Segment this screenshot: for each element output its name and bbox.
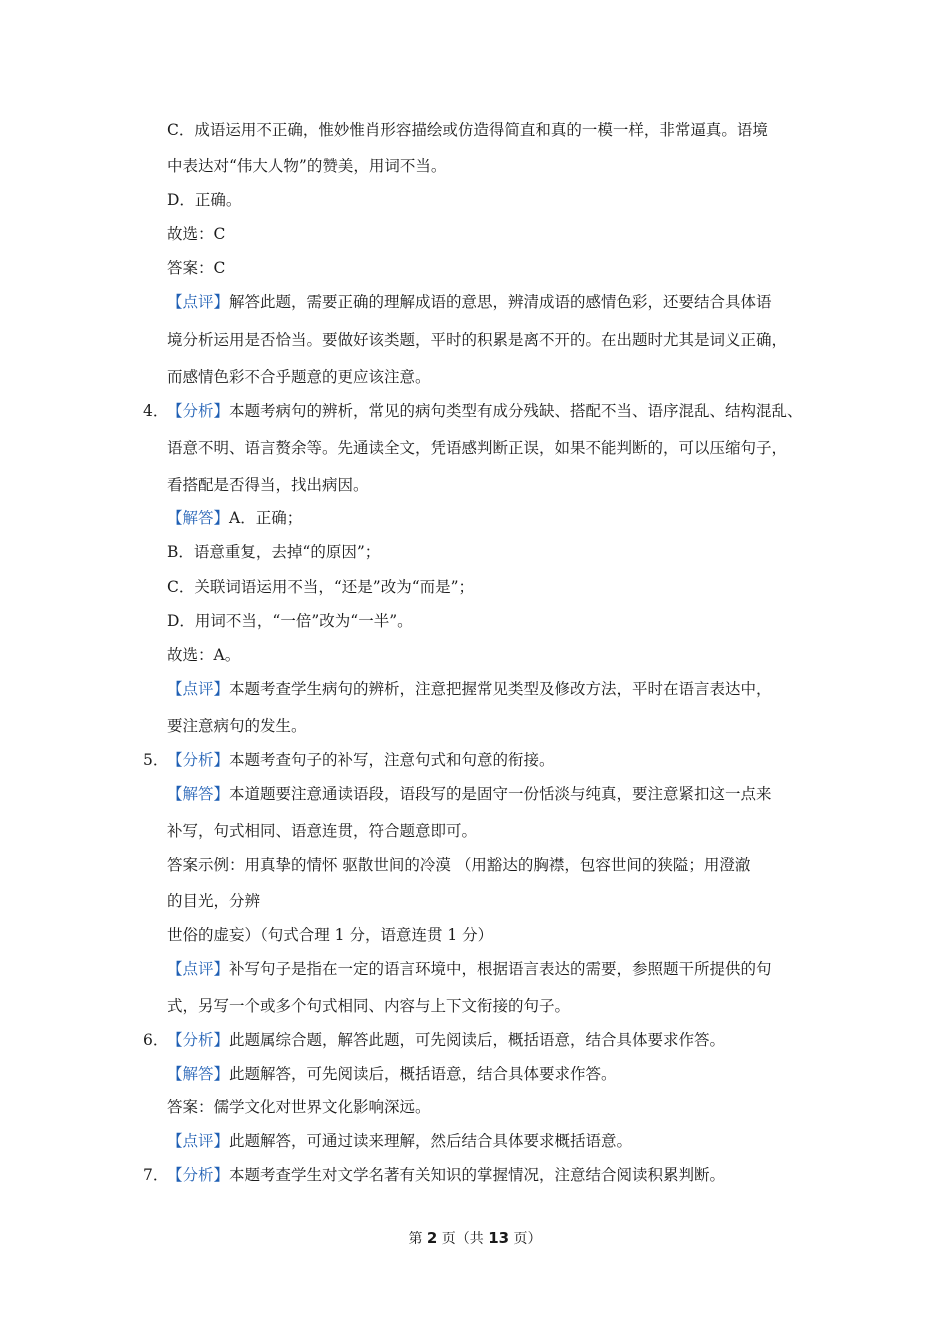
question-number: 6． — [143, 1031, 169, 1049]
text-line — [167, 542, 818, 562]
line-text: 世俗的虚妄）（句式合理 1 分，语意连贯 1 分） — [167, 926, 494, 944]
text-line — [167, 475, 818, 495]
text-line — [143, 1165, 818, 1185]
text-line — [167, 645, 818, 665]
text-line — [167, 784, 818, 804]
line-text: 而感情色彩不合乎题意的更应该注意。 — [167, 368, 431, 386]
line-text: 要注意病句的发生。 — [167, 717, 307, 735]
footer-middle: 页（共 — [437, 1231, 489, 1247]
text-line — [167, 1131, 818, 1151]
line-text: 本题考查学生对文学名著有关知识的掌握情况，注意结合阅读积累判断。 — [229, 1166, 726, 1184]
text-line — [167, 891, 818, 911]
text-line — [167, 925, 818, 945]
section-tag: 【分析】 — [167, 1031, 230, 1049]
text-line — [167, 508, 818, 528]
line-text: 解答此题，需要正确的理解成语的意思，辨清成语的感情色彩，还要结合具体语 — [229, 293, 772, 311]
line-text: 的目光，分辨 — [167, 892, 261, 910]
section-tag: 【点评】 — [167, 680, 230, 698]
line-text: C．关联词语运用不当，“还是”改为“而是”； — [167, 578, 475, 596]
text-line — [143, 750, 818, 770]
text-line — [167, 611, 818, 631]
line-text: 补写，句式相同、语意连贯，符合题意即可。 — [167, 822, 478, 840]
text-line — [143, 401, 818, 421]
text-line — [167, 821, 818, 841]
text-line — [167, 679, 818, 699]
line-text: D．正确。 — [167, 191, 242, 209]
line-text: 本题考病句的辨析，常见的病句类型有成分残缺、搭配不当、语序混乱、结构混乱、 — [229, 402, 803, 420]
question-number: 5． — [143, 751, 169, 769]
current-page-number: 2 — [426, 1229, 438, 1247]
line-text: 此题解答，可通过读来理解，然后结合具体要求概括语意。 — [229, 1132, 633, 1150]
line-text: 式，另写一个或多个句式相同、内容与上下文衔接的句子。 — [167, 997, 571, 1015]
text-line — [167, 577, 818, 597]
section-tag: 【分析】 — [167, 1166, 230, 1184]
line-text: 此题解答，可先阅读后，概括语意，结合具体要求作答。 — [229, 1065, 617, 1083]
line-text: 语意不明、语言赘余等。先通读全文，凭语感判断正误，如果不能判断的，可以压缩句子， — [167, 439, 788, 457]
footer-prefix: 第 — [408, 1231, 427, 1247]
line-text: 看搭配是否得当，找出病因。 — [167, 476, 369, 494]
text-line — [167, 258, 818, 278]
line-text: 答案：C — [167, 259, 226, 277]
line-text: B．语意重复，去掉“的原因”； — [167, 543, 381, 561]
line-text: 此题属综合题，解答此题，可先阅读后，概括语意，结合具体要求作答。 — [229, 1031, 726, 1049]
text-line — [143, 1030, 818, 1050]
line-text: 补写句子是指在一定的语言环境中，根据语言表达的需要，参照题干所提供的句 — [229, 960, 772, 978]
line-text: A．正确； — [229, 509, 303, 527]
text-line — [167, 367, 818, 387]
line-text: 中表达对“伟大人物”的赞美，用词不当。 — [167, 157, 447, 175]
question-number: 7． — [143, 1166, 169, 1184]
footer-suffix: 页） — [509, 1231, 542, 1247]
text-line — [167, 959, 818, 979]
section-tag: 【解答】 — [167, 509, 230, 527]
text-line — [167, 156, 818, 176]
text-line — [167, 716, 818, 736]
line-text: 答案：儒学文化对世界文化影响深远。 — [167, 1098, 431, 1116]
question-number: 4． — [143, 402, 169, 420]
page-footer — [0, 1228, 950, 1249]
text-line — [167, 292, 818, 312]
line-text: 故选：A。 — [167, 646, 241, 664]
text-line — [167, 224, 818, 244]
text-line — [167, 855, 818, 875]
section-tag: 【解答】 — [167, 1065, 230, 1083]
line-text: 答案示例：用真挚的情怀 驱散世间的冷漠 （用豁达的胸襟，包容世间的狭隘；用澄澈 — [167, 856, 751, 874]
text-line — [167, 438, 818, 458]
section-tag: 【点评】 — [167, 1132, 230, 1150]
line-text: 本题考查句子的补写，注意句式和句意的衔接。 — [229, 751, 555, 769]
text-line — [167, 190, 818, 210]
text-line — [167, 996, 818, 1016]
section-tag: 【分析】 — [167, 751, 230, 769]
line-text: 本道题要注意通读语段，语段写的是固守一份恬淡与纯真，要注意紧扣这一点来 — [229, 785, 772, 803]
text-line — [167, 120, 818, 140]
line-text: D．用词不当，“一倍”改为“一半”。 — [167, 612, 413, 630]
line-text: 境分析运用是否恰当。要做好该类题，平时的积累是离不开的。在出题时尤其是词义正确， — [167, 331, 788, 349]
line-text: C．成语运用不正确，惟妙惟肖形容描绘或仿造得简直和真的一模一样，非常逼真。语境 — [167, 121, 768, 139]
text-line — [167, 1097, 818, 1117]
line-text: 故选：C — [167, 225, 226, 243]
section-tag: 【点评】 — [167, 293, 230, 311]
text-line — [167, 1064, 818, 1084]
total-page-count: 13 — [488, 1229, 510, 1247]
text-line — [167, 330, 818, 350]
section-tag: 【分析】 — [167, 402, 230, 420]
section-tag: 【解答】 — [167, 785, 230, 803]
line-text: 本题考查学生病句的辨析，注意把握常见类型及修改方法，平时在语言表达中， — [229, 680, 772, 698]
section-tag: 【点评】 — [167, 960, 230, 978]
